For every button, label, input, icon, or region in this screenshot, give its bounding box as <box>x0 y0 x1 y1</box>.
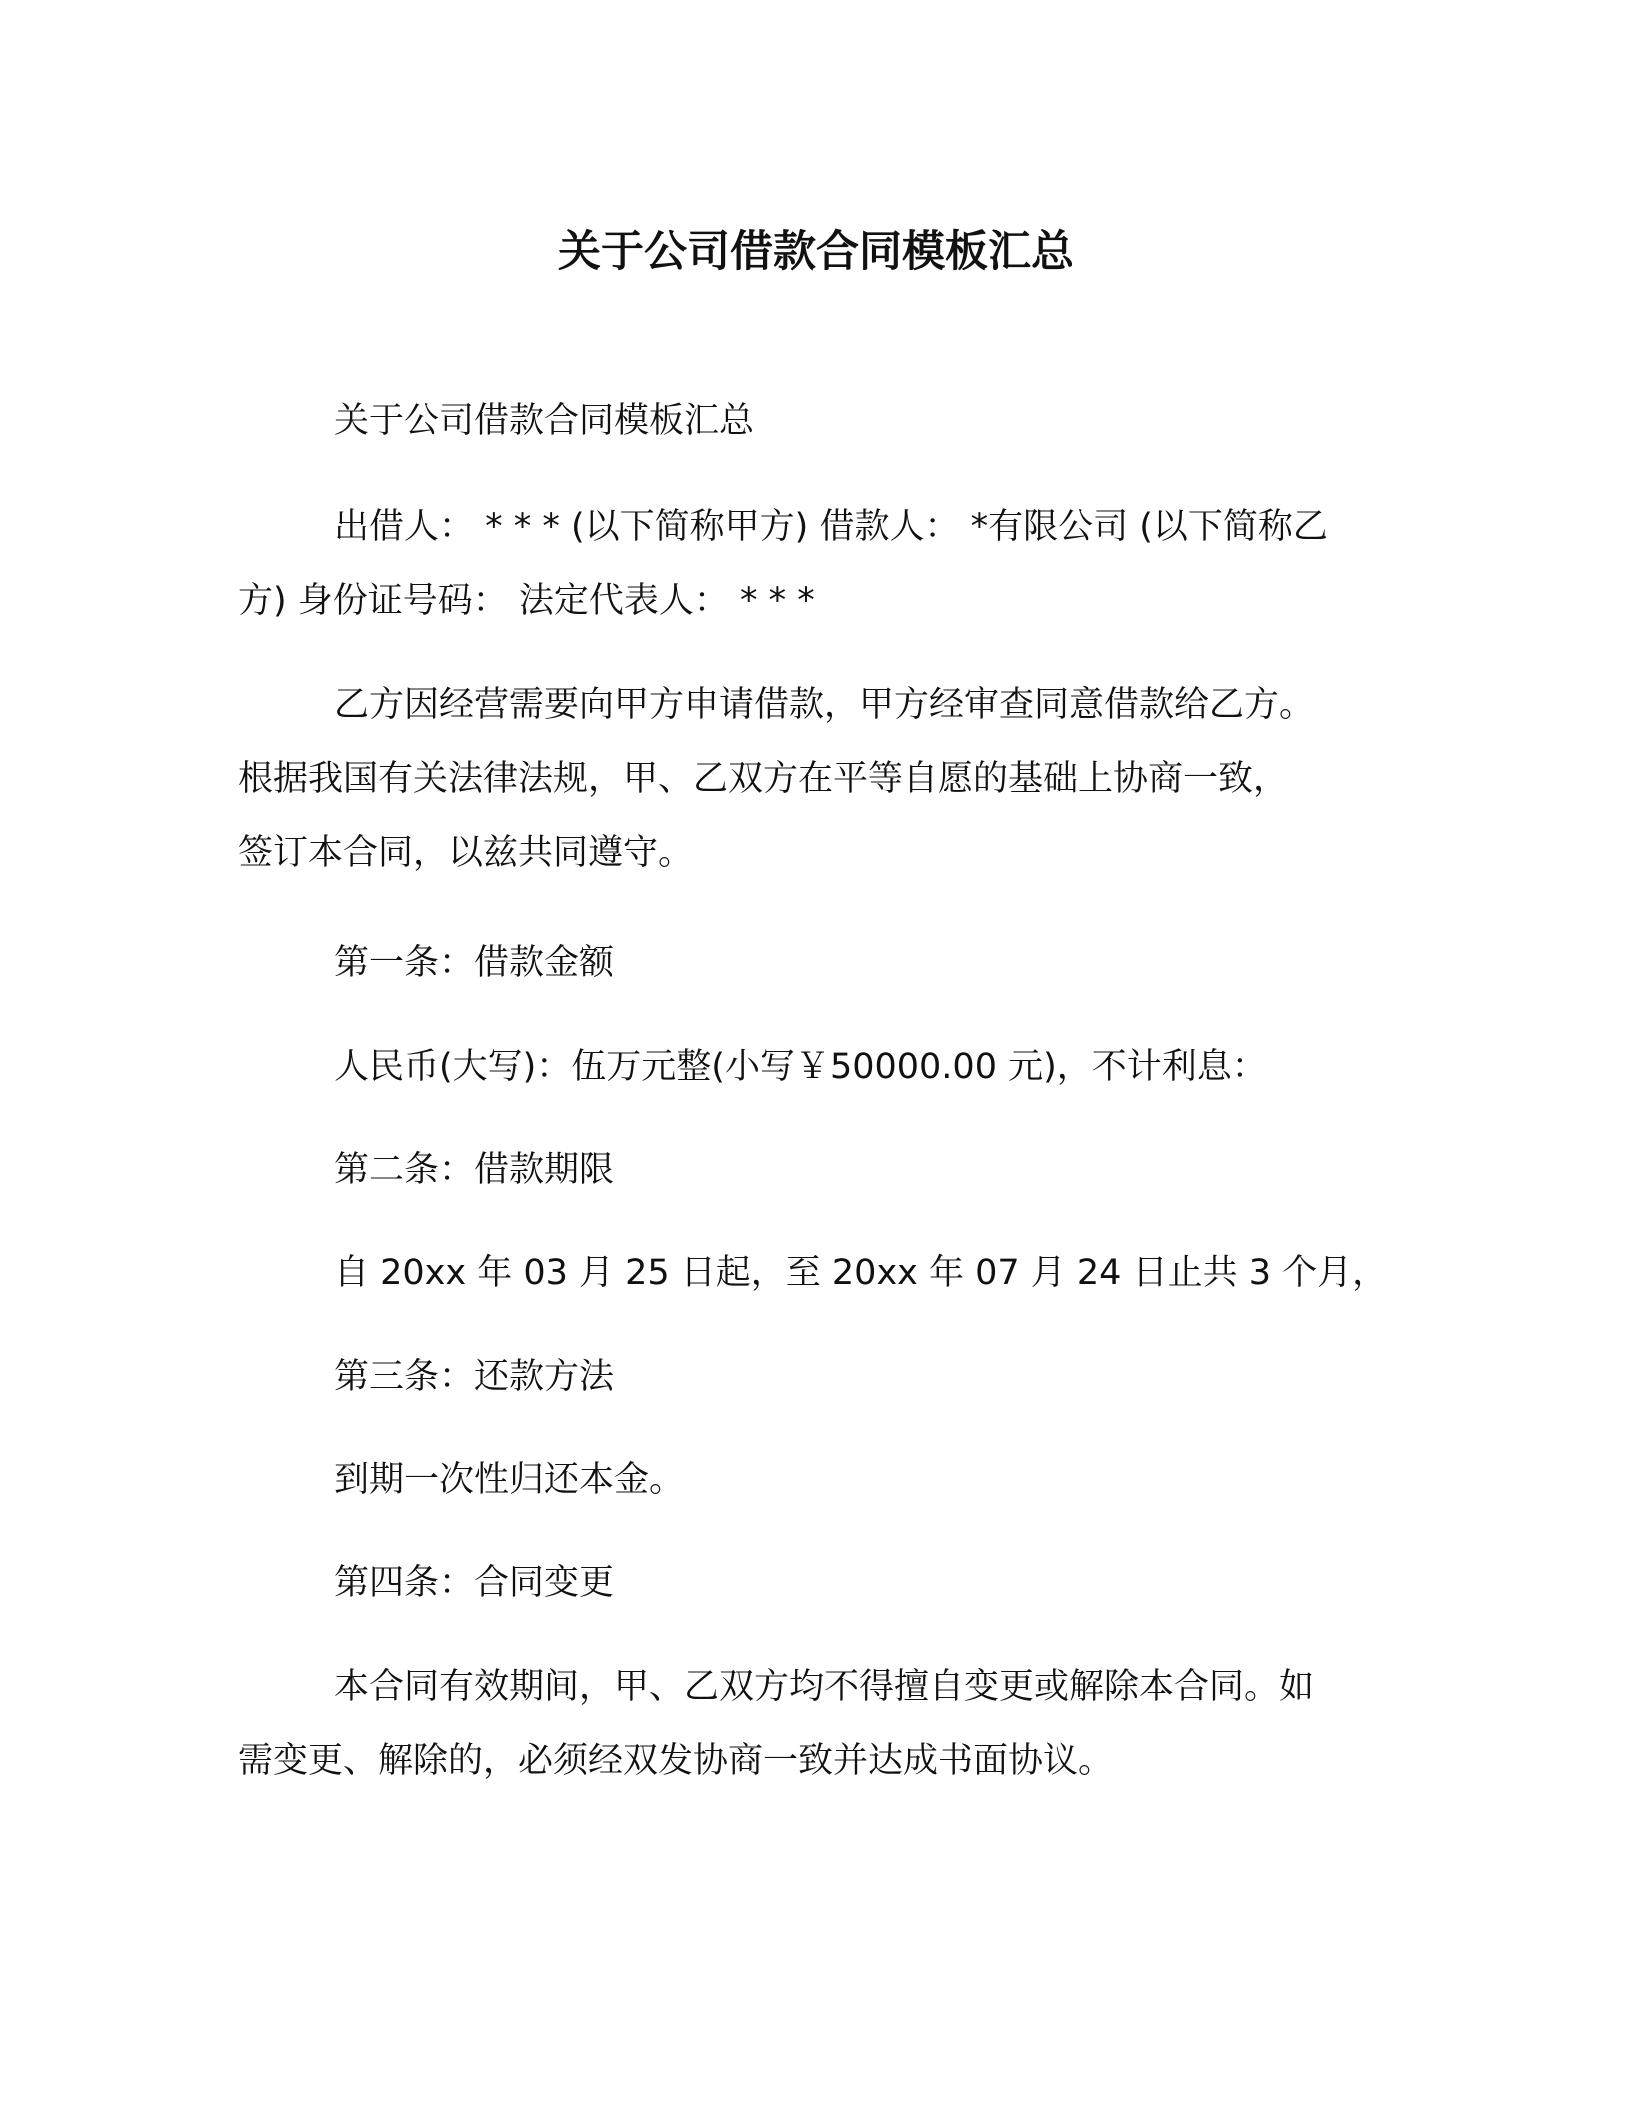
document-title: 关于公司借款合同模板汇总 <box>558 227 1074 277</box>
article-2-heading <box>238 1133 1378 1207</box>
paragraph-line: 第二条：借款期限 <box>334 1150 615 1190</box>
loan-term-paragraph <box>238 1236 1388 1310</box>
paragraph-line: 第三条：还款方法 <box>334 1357 615 1397</box>
paragraph-line: 关于公司借款合同模板汇总 <box>334 401 755 441</box>
loan-amount-paragraph <box>238 1030 1378 1104</box>
preamble-paragraph <box>238 668 1378 890</box>
heading-paragraph <box>238 384 1378 458</box>
paragraph-line: 本合同有效期间，甲、乙双方均不得擅自变更或解除本合同。如 <box>334 1667 1315 1707</box>
article-4-heading <box>238 1546 1378 1620</box>
paragraph-line: 根据我国有关法律法规，甲、乙双方在平等自愿的基础上协商一致， <box>238 759 1289 799</box>
paragraph-line: 人民币(大写)：伍万元整(小写￥50000.00 元)，不计利息： <box>334 1047 1267 1087</box>
paragraph-line: 出借人： * * * (以下简称甲方) 借款人： *有限公司 (以下简称乙 <box>334 507 1328 547</box>
article-3-heading <box>238 1340 1378 1414</box>
article-1-heading <box>238 926 1378 1000</box>
paragraph-line: 方) 身份证号码： 法定代表人： * * * <box>238 581 815 621</box>
paragraph-line: 第一条：借款金额 <box>334 943 615 983</box>
paragraph-line: 自 20xx 年 03 月 25 日起，至 20xx 年 07 月 24 日止共 3 个月， <box>334 1253 1388 1293</box>
repayment-paragraph <box>238 1443 1378 1517</box>
paragraph-line: 第四条：合同变更 <box>334 1563 615 1603</box>
paragraph-line: 需变更、解除的，必须经双发协商一致并达成书面协议。 <box>238 1741 1114 1781</box>
parties-paragraph <box>238 490 1378 638</box>
contract-change-paragraph <box>238 1650 1378 1798</box>
paragraph-line: 乙方因经营需要向甲方申请借款，甲方经审查同意借款给乙方。 <box>334 685 1315 725</box>
paragraph-line: 到期一次性归还本金。 <box>334 1460 685 1500</box>
paragraph-line: 签订本合同，以兹共同遵守。 <box>238 833 694 873</box>
